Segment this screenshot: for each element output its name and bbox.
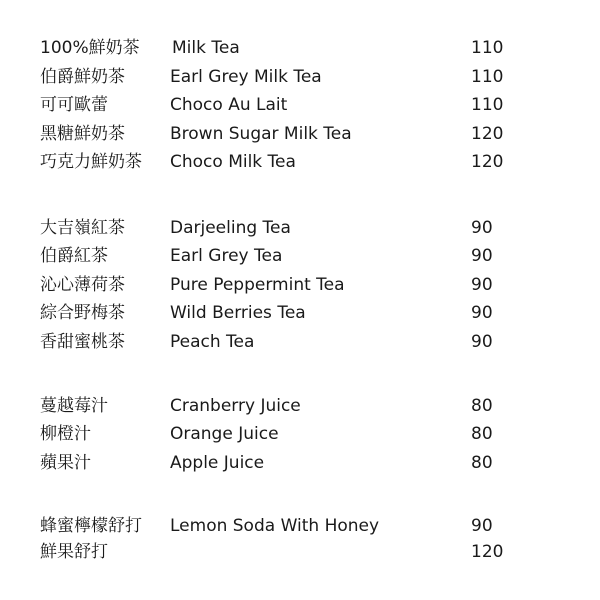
item-price: 90 (471, 218, 493, 238)
item-price: 80 (471, 453, 493, 473)
menu-item (0, 149, 600, 175)
item-name-en: Darjeeling Tea (170, 218, 291, 238)
item-name-en: Apple Juice (170, 453, 265, 473)
item-name-zh: 100%鮮奶茶 (40, 38, 140, 58)
item-name-en: Milk Tea (172, 38, 240, 58)
item-name-zh: 可可歐蕾 (40, 95, 108, 115)
item-price: 90 (471, 275, 493, 295)
item-price: 110 (471, 67, 504, 87)
item-name-zh: 伯爵鮮奶茶 (40, 67, 125, 87)
menu-item (0, 329, 600, 355)
item-price: 120 (471, 542, 504, 562)
menu-item (0, 421, 600, 447)
item-name-zh: 綜合野梅茶 (40, 303, 125, 323)
item-price: 80 (471, 424, 493, 444)
item-name-zh: 大吉嶺紅茶 (40, 218, 125, 238)
item-name-en: Pure Peppermint Tea (170, 275, 345, 295)
item-name-en: Earl Grey Milk Tea (170, 67, 322, 87)
item-price: 120 (471, 124, 504, 144)
item-name-zh: 香甜蜜桃茶 (40, 332, 125, 352)
item-name-en: Orange Juice (170, 424, 279, 444)
item-name-en: Wild Berries Tea (170, 303, 306, 323)
item-name-zh: 蔓越莓汁 (40, 396, 108, 416)
menu-item (0, 300, 600, 326)
item-price: 80 (471, 396, 493, 416)
item-name-zh: 蜂蜜檸檬舒打 (40, 516, 142, 536)
menu-item (0, 121, 600, 147)
menu-item (0, 539, 600, 565)
item-price: 110 (471, 95, 504, 115)
item-price: 90 (471, 246, 493, 266)
menu-item (0, 92, 600, 118)
menu-item (0, 35, 600, 61)
menu-item (0, 64, 600, 90)
item-price: 120 (471, 152, 504, 172)
item-price: 90 (471, 303, 493, 323)
menu-item (0, 450, 600, 476)
item-price: 90 (471, 516, 493, 536)
item-name-zh: 柳橙汁 (40, 424, 91, 444)
menu-item (0, 215, 600, 241)
item-name-en: Brown Sugar Milk Tea (170, 124, 352, 144)
item-name-en: Cranberry Juice (170, 396, 301, 416)
item-name-en: Lemon Soda With Honey (170, 516, 380, 536)
item-name-en: Earl Grey Tea (170, 246, 283, 266)
item-name-zh: 蘋果汁 (40, 453, 91, 473)
item-name-en: Choco Milk Tea (170, 152, 296, 172)
menu-item (0, 243, 600, 269)
item-name-zh: 黑糖鮮奶茶 (40, 124, 125, 144)
item-name-en: Peach Tea (170, 332, 255, 352)
menu-item (0, 272, 600, 298)
item-name-zh: 沁心薄荷茶 (40, 275, 125, 295)
item-name-zh: 巧克力鮮奶茶 (40, 152, 142, 172)
menu-item (0, 513, 600, 539)
item-name-en: Choco Au Lait (170, 95, 288, 115)
menu-item (0, 393, 600, 419)
item-name-zh: 鮮果舒打 (40, 542, 108, 562)
item-price: 110 (471, 38, 504, 58)
item-price: 90 (471, 332, 493, 352)
item-name-zh: 伯爵紅茶 (40, 246, 108, 266)
